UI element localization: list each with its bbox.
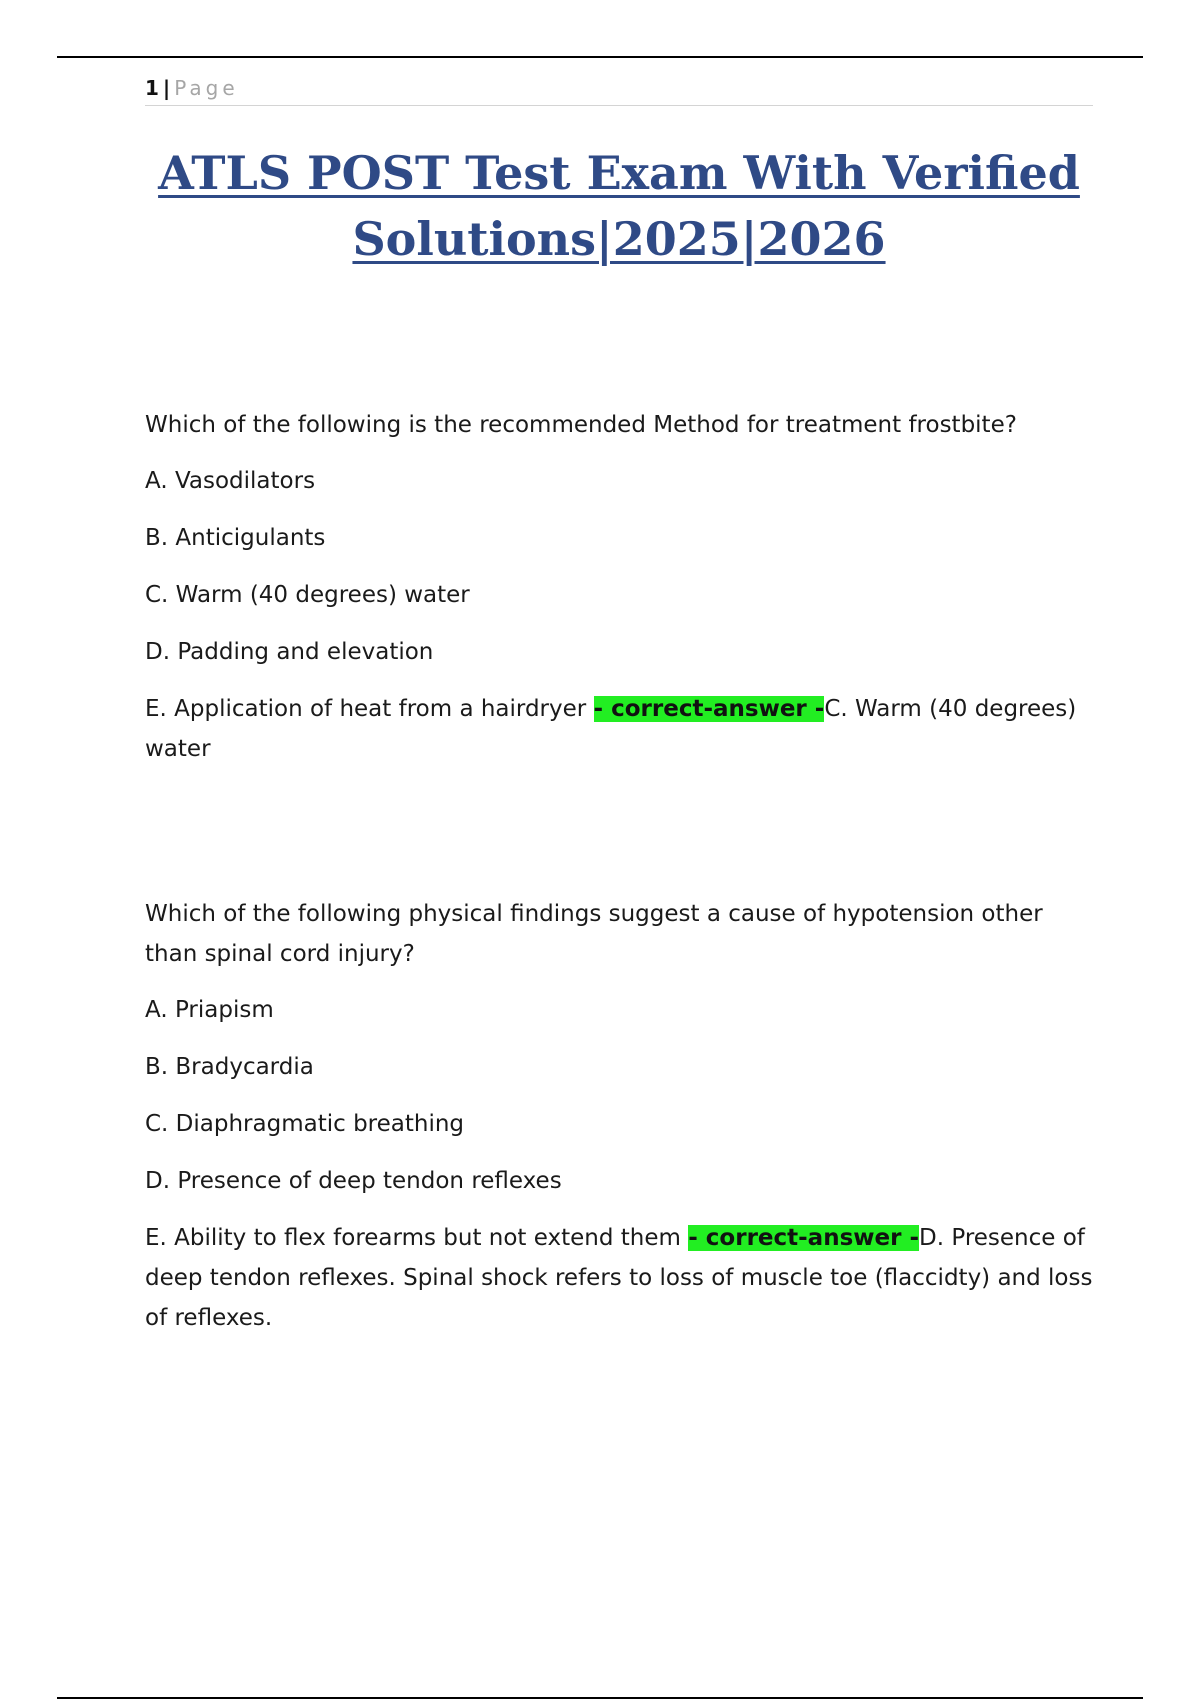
option-d: D. Padding and elevation [145, 639, 434, 665]
question-stem: Which of the following is the recommended Method for treatment frostbite? [145, 412, 1017, 438]
page-label: Page [174, 76, 239, 100]
question-2 [145, 894, 1095, 1338]
answer-text: C. Warm (40 degrees) water [145, 696, 1077, 762]
document-title [145, 140, 1093, 272]
option-d: D. Presence of deep tendon reflexes [145, 1168, 562, 1194]
option-c: C. Diaphragmatic breathing [145, 1111, 465, 1137]
option-a: A. Vasodilators [145, 468, 316, 494]
page-number: 1 [145, 76, 159, 100]
question-stem: Which of the following physical findings suggest a cause of hypotension other than spinal cord injury? [145, 901, 1043, 967]
title-line-1: ATLS POST Test Exam With Verified [158, 146, 1080, 200]
option-e-with-answer [145, 1218, 1095, 1338]
option-e-with-answer [145, 689, 1095, 769]
page-separator: | [162, 76, 171, 100]
title-line-2: Solutions|2025|2026 [352, 212, 886, 266]
option-b: B. Bradycardia [145, 1054, 314, 1080]
option-e: E. Ability to flex forearms but not extend them [145, 1225, 689, 1251]
correct-answer-highlight: - correct-answer - [593, 696, 825, 722]
top-rule [57, 56, 1143, 58]
answer-text: D. Presence of deep tendon reflexes. Spinal shock refers to loss of muscle toe (flaccidty) and loss of reflexes. [145, 1225, 1093, 1331]
option-c: C. Warm (40 degrees) water [145, 582, 470, 608]
bottom-rule [57, 1697, 1143, 1699]
option-e: E. Application of heat from a hairdryer [145, 696, 594, 722]
correct-answer-highlight: - correct-answer - [688, 1225, 920, 1251]
page-header [145, 74, 1093, 106]
question-1 [145, 405, 1095, 769]
option-a: A. Priapism [145, 997, 274, 1023]
option-b: B. Anticigulants [145, 525, 326, 551]
